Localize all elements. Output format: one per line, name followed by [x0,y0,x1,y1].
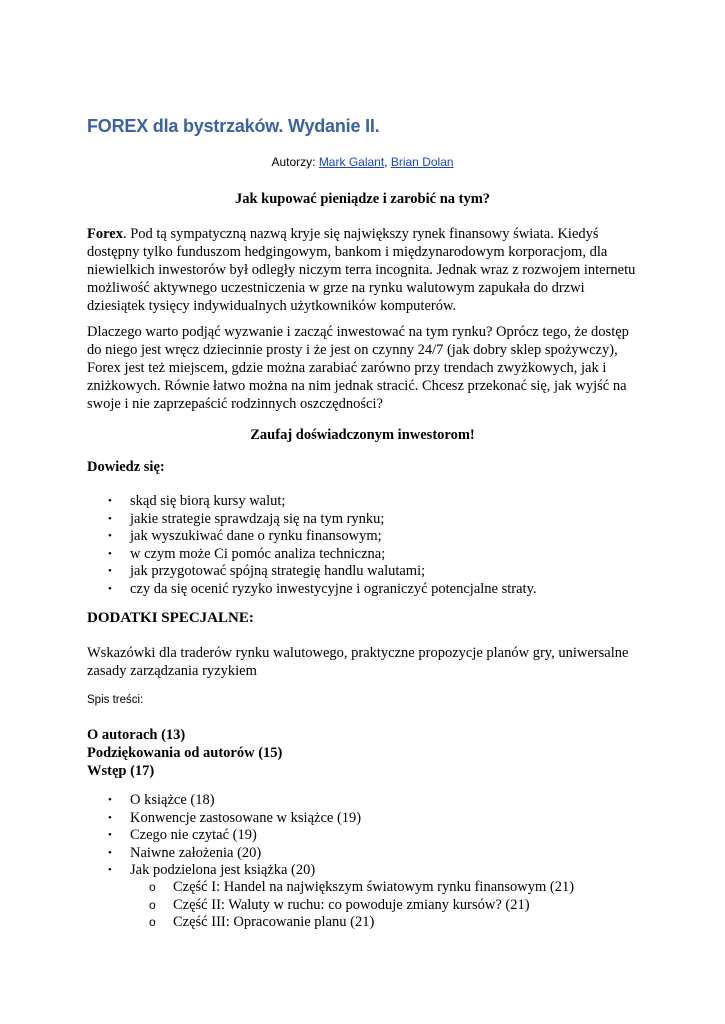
bullet-icon: • [108,495,112,507]
toc-entry: Wstęp (17) [87,763,155,779]
author-link-brian-dolan[interactable]: Brian Dolan [390,155,454,169]
bullet-icon: • [108,829,112,841]
list-item: o Część II: Waluty w ruchu: co powoduje zmiany kursów? (21) [149,896,530,913]
page-title: FOREX dla bystrzaków. Wydanie II. [87,116,380,136]
toc-list [87,792,361,880]
list-item: • Czego nie czytać (19) [108,827,257,843]
circle-bullet-icon: o [149,915,156,929]
list-item: • Jak podzielona jest książka (20) [108,862,316,878]
bullet-icon: • [108,864,112,876]
list-item: o Część I: Handel na największym światowym rynku finansowym (21) [149,879,575,895]
subtitle-heading: Jak kupować pieniądze i zarobić na tym? [234,191,491,207]
bullet-icon: • [108,565,112,577]
toc-entry: O autorach (13) [87,727,186,743]
learn-list [87,493,537,598]
bullet-icon: • [108,530,112,542]
toc-bold-entries [87,726,282,780]
learn-heading: Dowiedz się: [87,459,165,475]
list-item: • w czym może Ci pomóc analiza techniczna; [108,545,386,562]
paragraph-why-invest: Dlaczego warto podjąć wyzwanie i zacząć inwestować na tym rynku? Oprócz tego, że dostęp do niego jest wręcz dziecinnie prosty i że jest on czynny 24/7 (jak dobry sklep spożywczy), Forex jest też miejscem, gdzie można zarabiać zarówno przy trendach zwyżkowych, jak i zniżkowych. Równie łatwo można na nim jednak stracić. Chcesz przekonać się, jak wyjść na swoje i nie zaprzepaścić rodzinnych oszczędności? [87,324,629,412]
authors-separator: , [384,155,391,169]
bullet-icon: • [108,846,112,859]
toc-sublist [147,879,574,932]
toc-label: Spis treści: [87,694,144,706]
bullet-icon: • [108,794,112,806]
list-item: • skąd się biorą kursy walut; [108,493,286,509]
intro-paragraph [87,225,642,315]
bullet-icon: • [108,811,112,824]
list-item: o Część III: Opracowanie planu (21) [149,914,375,930]
bullet-icon: • [108,512,112,525]
intro-text: . Pod tą sympatyczną nazwą kryje się największy rynek finansowy świata. Kiedyś dostępny tylko funduszom hedgingowym, bankom i międzynarodowym korporacjom, dla niewielkich inwestorów był odległy niczym terra incognita. Jednak wraz z rozwojem internetu możliwość aktywnego uczestniczenia w grze na rynku walutowym zapukała do drzwi dziesiątek tysięcy indywidualnych użytkowników komputerów. [87,226,636,314]
list-item: • jakie strategie sprawdzają się na tym rynku; [108,510,385,527]
extras-heading: DODATKI SPECJALNE: [87,610,254,626]
author-link-mark-galant[interactable]: Mark Galant [318,155,385,169]
list-item: • Konwencje zastosowane w książce (19) [108,809,362,826]
list-item: • czy da się ocenić ryzyko inwestycyjne i ograniczyć potencjalne straty. [108,580,537,597]
circle-bullet-icon: o [149,897,156,912]
list-item: • Naiwne założenia (20) [108,844,262,861]
list-item: • jak wyszukiwać dane o rynku finansowym; [108,528,382,544]
authors-label: Autorzy: [271,155,319,169]
intro-lead-word: Forex [87,226,123,242]
trust-heading: Zaufaj doświadczonym inwestorom! [250,427,475,443]
list-item: • O książce (18) [108,792,215,808]
toc-entry: Podziękowania od autorów (15) [87,745,283,761]
extras-paragraph: Wskazówki dla traderów rynku walutowego, praktyczne propozycje planów gry, uniwersalne zasady zarządzania ryzykiem [87,645,629,679]
circle-bullet-icon: o [149,880,156,894]
bullet-icon: • [108,547,112,560]
authors-line [0,155,725,169]
list-item: • jak przygotować spójną strategię handlu walutami; [108,563,426,579]
bullet-icon: • [108,582,112,595]
